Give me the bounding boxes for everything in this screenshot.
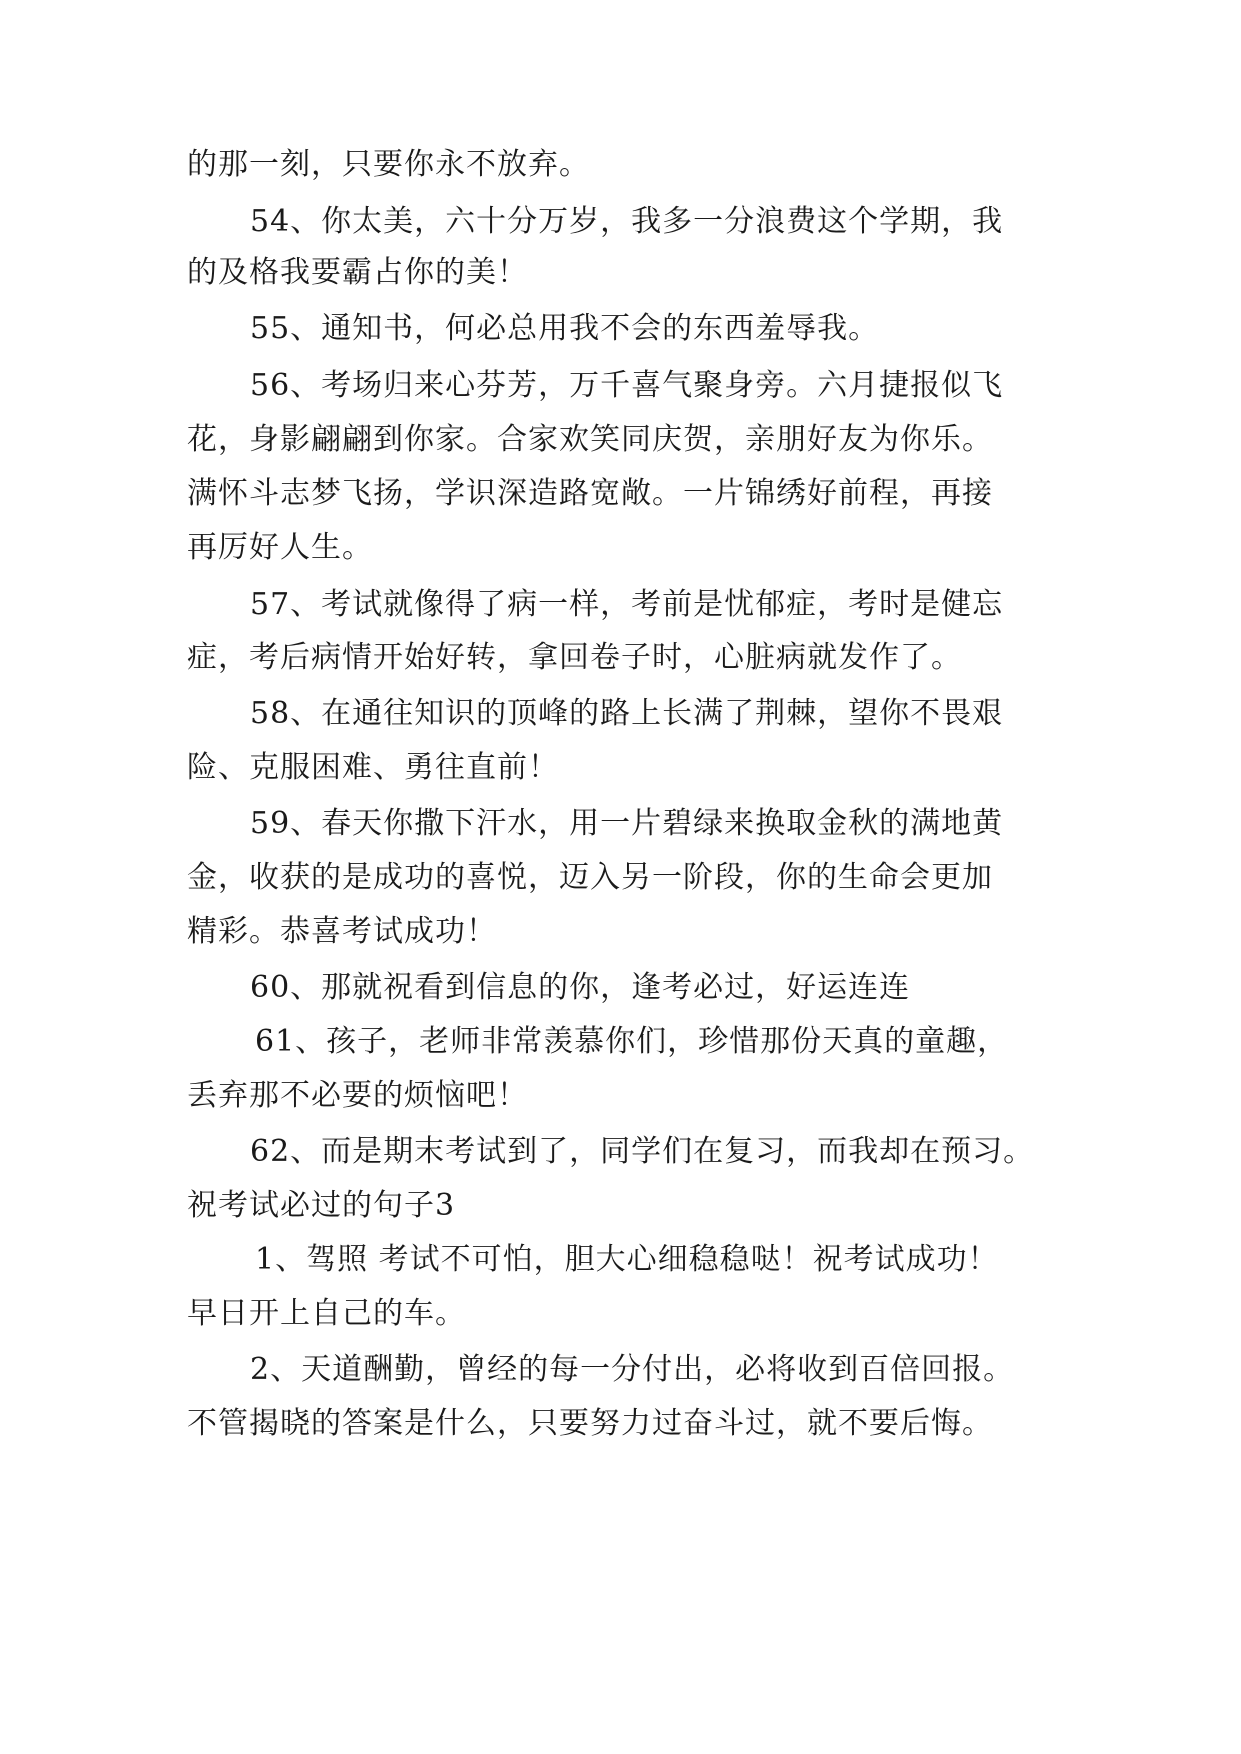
text-line: 满怀斗志梦飞扬，学识深造路宽敞。一片锦绣好前程，再接 (187, 476, 993, 511)
text-line: 再厉好人生。 (187, 530, 373, 565)
text-line: 不管揭晓的答案是什么，只要努力过奋斗过，就不要后悔。 (187, 1406, 993, 1441)
text-line: 58、在通往知识的顶峰的路上长满了荆棘，望你不畏艰 (250, 696, 1004, 731)
text-line: 精彩。恭喜考试成功！ (187, 914, 497, 949)
text-line: 62、而是期末考试到了，同学们在复习，而我却在预习。 (250, 1134, 1035, 1169)
text-line: 61、孩子，老师非常羡慕你们，珍惜那份天真的童趣， (255, 1024, 1009, 1059)
text-line: 金，收获的是成功的喜悦，迈入另一阶段，你的生命会更加 (187, 860, 993, 895)
text-line: 早日开上自己的车。 (187, 1296, 466, 1331)
text-line: 56、考场归来心芬芳，万千喜气聚身旁。六月捷报似飞 (250, 368, 1004, 403)
text-line: 症，考后病情开始好转，拿回卷子时，心脏病就发作了。 (187, 640, 962, 675)
text-line: 1、驾照 考试不可怕，胆大心细稳稳哒！祝考试成功！ (255, 1242, 999, 1277)
text-line: 60、那就祝看到信息的你，逢考必过，好运连连 (250, 970, 911, 1005)
text-line: 59、春天你撒下汗水，用一片碧绿来换取金秋的满地黄 (250, 806, 1004, 841)
text-line: 55、通知书，何必总用我不会的东西羞辱我。 (250, 311, 880, 346)
text-line: 丢弃那不必要的烦恼吧！ (187, 1078, 528, 1113)
text-line: 54、你太美，六十分万岁，我多一分浪费这个学期，我 (250, 204, 1004, 239)
text-line: 险、克服困难、勇往直前！ (187, 750, 559, 785)
text-line: 2、天道酬勤，曾经的每一分付出，必将收到百倍回报。 (250, 1352, 1015, 1387)
text-line: 的及格我要霸占你的美！ (187, 255, 528, 290)
text-line: 的那一刻，只要你永不放弃。 (187, 147, 590, 182)
text-line: 花，身影翩翩到你家。合家欢笑同庆贺，亲朋好友为你乐。 (187, 422, 993, 457)
text-line: 57、考试就像得了病一样，考前是忧郁症，考时是健忘 (250, 587, 1004, 622)
section-heading: 祝考试必过的句子3 (187, 1188, 456, 1223)
